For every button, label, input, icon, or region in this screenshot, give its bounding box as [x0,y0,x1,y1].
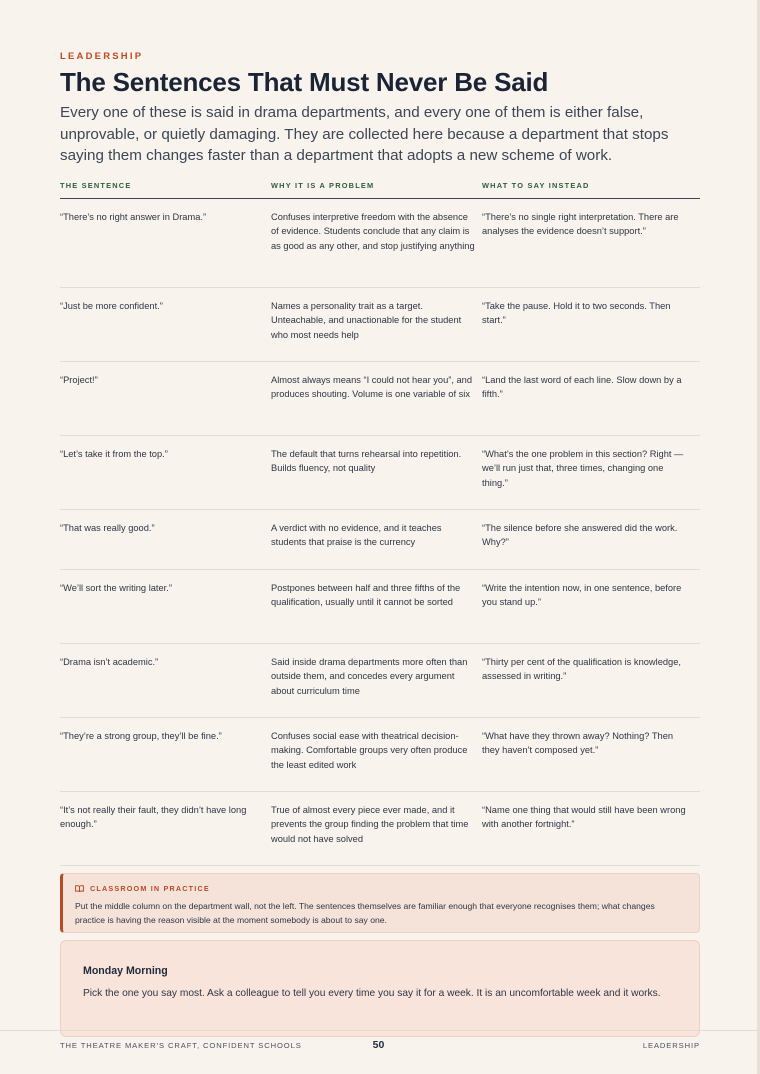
sentence-cell: “There’s no right answer in Drama.” [60,211,207,222]
callout-label-text: CLASSROOM IN PRACTICE [90,884,210,893]
footer-book-title: THE THEATRE MAKER’S CRAFT, CONFIDENT SCHOOLS [60,1041,302,1050]
intro-paragraph: Every one of these is said in drama departments, and every one of them is either false, unprovable, or quietly damaging. They are collected here because a department that stops saying them changes faster than a department that adopts a new scheme of work. [60,104,669,164]
instead-cell: “What have they thrown away? Nothing? Then they haven’t composed yet.” [482,730,674,756]
callout-body: Put the middle column on the department wall, not the left. The sentences themselves are familiar enough that everyone recognises them; what changes practice is having the reason visible at the moment somebody is about to say one. [75,900,655,925]
instead-cell: “There’s no single right interpretation. There are analyses the evidence doesn’t support.” [482,211,679,237]
classroom-callout [60,873,700,933]
page-title: The Sentences That Must Never Be Said [60,67,549,97]
instead-cell: “Name one thing that would still have been wrong with another fortnight.” [482,804,686,830]
table-row [60,510,700,570]
page-footer [0,1030,757,1051]
sentence-cell: “Project!” [60,374,98,385]
table-row [60,718,700,792]
problem-cell: The default that turns rehearsal into repetition. Builds fluency, not quality [271,448,462,474]
table-row [60,362,700,436]
table-row [60,436,700,510]
problem-cell: Confuses interpretive freedom with the absence of evidence. Students conclude that any claim is as good as any other, and stop justifying anything [271,211,475,251]
sentence-cell: “Drama isn’t academic.” [60,656,159,667]
problem-cell: True of almost every piece ever made, and it prevents the group finding the problem that time would not have solved [271,804,469,844]
problem-cell: Said inside drama departments more often than outside them, and concedes every argument about curriculum time [271,656,468,696]
instead-cell: “What’s the one problem in this section? Right — we’ll run just that, three times, changing one thing.” [482,448,684,488]
callout-label [75,883,687,895]
book-icon [75,885,84,892]
monday-title: Monday Morning [83,964,168,977]
sentence-cell: “It’s not really their fault, they didn’t have long enough.” [60,804,247,830]
monday-morning-box [60,940,700,1037]
table-row [60,570,700,644]
sentence-cell: “They’re a strong group, they’ll be fine.” [60,730,222,741]
table-row [60,644,700,718]
section-eyebrow: LEADERSHIP [60,51,144,62]
problem-cell: A verdict with no evidence, and it teaches students that praise is the currency [271,522,442,548]
footer-section: LEADERSHIP [642,1041,700,1050]
sentence-cell: “That was really good.” [60,522,155,533]
instead-cell: “Land the last word of each line. Slow down by a fifth.” [482,374,682,400]
monday-body: Pick the one you say most. Ask a colleague to tell you every time you say it for a week. It is an uncomfortable week and it works. [83,987,661,999]
problem-cell: Almost always means “I could not hear you”, and produces shouting. Volume is one variable of six [271,374,473,400]
instead-cell: “Write the intention now, in one sentence, before you stand up.” [482,582,682,608]
instead-cell: “Take the pause. Hold it to two seconds. Then start.” [482,300,671,326]
page-content [60,50,700,1037]
page-number: 50 [372,1039,385,1051]
sentence-cell: “We’ll sort the writing later.” [60,582,172,593]
sentence-cell: “Just be more confident.” [60,300,163,311]
table-header [60,181,700,199]
problem-cell: Confuses social ease with theatrical decision-making. Comfortable groups very often produce the least edited work [271,730,468,770]
table-row [60,199,700,288]
table-row [60,288,700,362]
column-header-sentence: THE SENTENCE [60,180,132,190]
sentences-table [60,181,700,866]
table-row [60,792,700,866]
problem-cell: Names a personality trait as a target. Unteachable, and unactionable for the student who most needs help [271,300,462,340]
instead-cell: “Thirty per cent of the qualification is knowledge, assessed in writing.” [482,656,681,682]
column-header-instead: WHAT TO SAY INSTEAD [482,180,590,190]
column-header-problem: WHY IT IS A PROBLEM [271,180,375,190]
instead-cell: “The silence before she answered did the work. Why?” [482,522,678,548]
problem-cell: Postpones between half and three fifths of the qualification, usually until it cannot be sorted [271,582,461,608]
sentence-cell: “Let’s take it from the top.” [60,448,168,459]
